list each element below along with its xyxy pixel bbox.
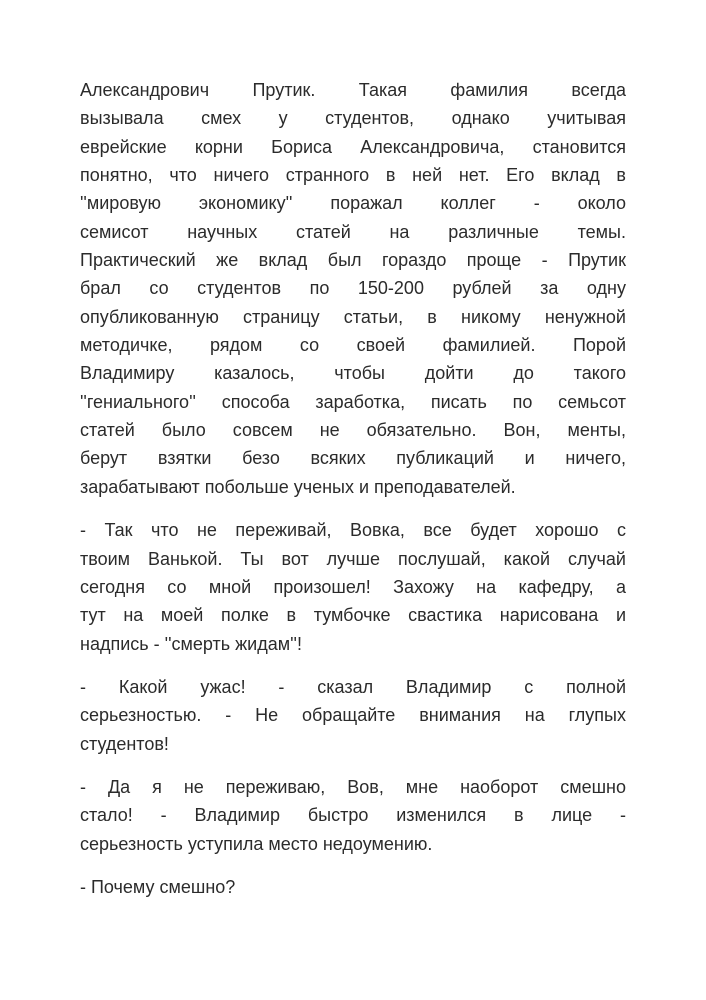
text-line: Александрович Прутик. Такая фамилия всегда [80, 80, 626, 100]
text-line: Практический же вклад был гораздо проще - Прутик [80, 250, 626, 271]
text-content [80, 76, 626, 901]
text-line: сегодня со мной произошел! Захожу на кафедру, а [80, 576, 626, 597]
text-line: студентов! [80, 733, 169, 754]
text-line: надпись - ''смерть жидам''! [80, 633, 302, 654]
text-line: серьезностью. - Не обращайте внимания на глупых [80, 705, 626, 726]
text-line: - Так что не переживай, Вовка, все будет хорошо с [80, 520, 626, 541]
paragraph [80, 76, 626, 501]
text-line: твоим Ванькой. Ты вот лучше послушай, какой случай [80, 548, 626, 569]
text-line: стало! - Владимир быстро изменился в лице - [80, 805, 626, 826]
text-line: тут на моей полке в тумбочке свастика нарисована и [80, 605, 626, 626]
paragraph [80, 873, 626, 901]
text-line: понятно, что ничего странного в ней нет. Его вклад в [80, 165, 626, 186]
text-line: еврейские корни Бориса Александровича, становится [80, 136, 626, 157]
text-line: ''мировую экономику'' поражал коллег - около [80, 193, 626, 214]
text-line: Владимиру казалось, чтобы дойти до такого [80, 363, 626, 384]
text-line: ''гениального'' способа заработка, писать по семьсот [80, 391, 626, 412]
text-line: берут взятки безо всяких публикаций и ничего, [80, 448, 626, 469]
paragraph [80, 773, 626, 858]
text-line: опубликованную страницу статьи, в никому ненужной [80, 306, 626, 327]
text-line: - Почему смешно? [80, 876, 236, 897]
text-line: семисот научных статей на различные темы. [80, 221, 626, 242]
text-line: вызывала смех у студентов, однако учитывая [80, 108, 626, 129]
text-line: брал со студентов по 150-200 рублей за одну [80, 278, 626, 299]
paragraph [80, 673, 626, 758]
text-line: методичке, рядом со своей фамилией. Порой [80, 335, 626, 356]
text-line: - Да я не переживаю, Вов, мне наоборот смешно [80, 776, 626, 797]
text-line: - Какой ужас! - сказал Владимир с полной [80, 676, 626, 697]
text-line: серьезность уступила место недоумению. [80, 833, 433, 854]
text-line: зарабатывают побольше ученых и преподавателей. [80, 476, 516, 497]
text-line: статей было совсем не обязательно. Вон, менты, [80, 420, 626, 441]
paragraph [80, 516, 626, 658]
